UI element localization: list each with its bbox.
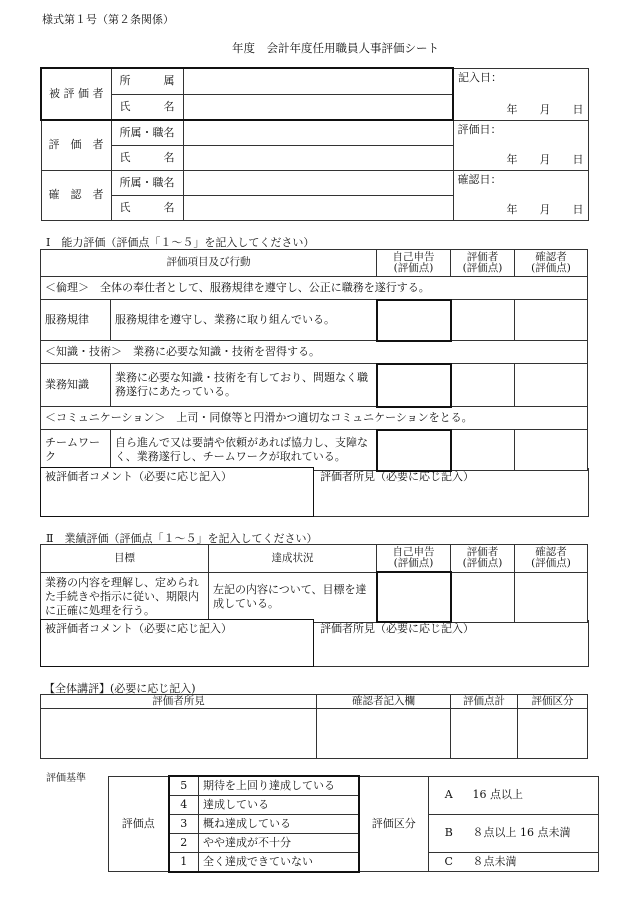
- performance-col-confirmer: 確認者: [535, 546, 567, 559]
- evaluator-dept-label: 所属・職名: [111, 120, 183, 145]
- ability-item-name: 服務規律: [41, 300, 111, 341]
- ability-self-score-3[interactable]: [377, 430, 451, 471]
- criteria-table: [108, 775, 599, 873]
- performance-goal: 業務の内容を理解し、定められた手続きや指示に従い、期限内に正確に処理を行う。: [41, 572, 209, 622]
- criteria-class-k: B: [429, 814, 469, 852]
- performance-evaluator-comment-label: 評価者所見（必要に応じ記入）: [320, 622, 474, 635]
- ability-col-items: 評価項目及び行動: [41, 250, 377, 277]
- overall-total-field[interactable]: [451, 709, 518, 759]
- criteria-score-n: 5: [169, 776, 199, 795]
- ability-self-score-1[interactable]: [377, 300, 451, 341]
- confirm-date-label: 確認日：: [457, 172, 502, 186]
- confirmer-label: 確 認 者: [41, 170, 111, 220]
- evaluator-label: 評 価 者: [41, 120, 111, 170]
- ability-col-self-sub: (評価点): [393, 262, 434, 275]
- eval-date-label: 評価日：: [457, 122, 502, 136]
- criteria-class-text: ８点未満: [469, 852, 599, 871]
- criteria-score-text: やや達成が不十分: [199, 833, 359, 852]
- performance-col-status: 達成状況: [209, 545, 377, 573]
- criteria-score-n: 4: [169, 795, 199, 814]
- ability-group-heading: ＜倫理＞ 全体の奉仕者として、服務規律を遵守し、公正に職務を遂行する。: [41, 277, 588, 300]
- ability-col-evaluator-sub: (評価点): [462, 262, 503, 275]
- criteria-score-n: 3: [169, 814, 199, 833]
- performance-col-self-sub: (評価点): [393, 557, 434, 570]
- eval-date-ymd: 年 月 日: [506, 152, 584, 166]
- entry-date-label: 記入日：: [458, 70, 502, 84]
- performance-table: [40, 544, 588, 623]
- ability-col-confirmer: 確認者: [535, 251, 567, 263]
- overall-col-class: 評価区分: [518, 695, 588, 709]
- criteria-score-n: 2: [169, 833, 199, 852]
- evaluator-name-label: 氏 名: [111, 145, 183, 170]
- ability-confirmer-score-2[interactable]: [515, 364, 588, 407]
- criteria-score-text: 期待を上回り達成している: [199, 776, 359, 795]
- eval-date-cell[interactable]: [453, 120, 588, 170]
- confirmer-dept-field[interactable]: [183, 170, 453, 195]
- criteria-class-label: 評価区分: [359, 776, 429, 872]
- performance-self-comment-label: 被評価者コメント（必要に応じ記入）: [45, 622, 232, 635]
- ability-item-name: 業務知識: [41, 364, 111, 407]
- criteria-score-label: 評価点: [109, 776, 169, 872]
- header-table: [40, 67, 589, 221]
- ability-item-name: チームワーク: [41, 430, 111, 471]
- performance-col-evaluator: 評価者: [466, 546, 499, 559]
- performance-evaluator-score[interactable]: [451, 572, 515, 622]
- evaluator-dept-field[interactable]: [183, 120, 453, 145]
- performance-col-confirmer-sub: (評価点): [531, 557, 571, 570]
- performance-col-evaluator-sub: (評価点): [462, 557, 503, 570]
- ability-self-comment-box[interactable]: [40, 467, 314, 517]
- criteria-class-text: 16 点以上: [469, 776, 599, 814]
- criteria-class-text: ８点以上 16 点未満: [469, 814, 599, 852]
- evaluator-name-field[interactable]: [183, 145, 453, 170]
- overall-table: [40, 694, 588, 759]
- evaluatee-dept-label: 所 属: [111, 68, 183, 94]
- overall-section-title: 【全体講評】(必要に応じ記入): [44, 682, 196, 695]
- performance-col-goal: 目標: [41, 545, 209, 573]
- overall-confirmer-field[interactable]: [317, 709, 451, 759]
- performance-self-comment-box[interactable]: [40, 619, 314, 667]
- performance-self-score[interactable]: [377, 572, 451, 622]
- entry-date-ymd: 年 月 日: [506, 102, 584, 116]
- ability-table: [40, 249, 588, 472]
- ability-evaluator-score-3[interactable]: [451, 430, 515, 471]
- overall-col-evaluator: 評価者所見: [41, 695, 317, 709]
- ability-self-score-2[interactable]: [377, 364, 451, 407]
- criteria-score-n: 1: [169, 852, 199, 871]
- overall-evaluator-field[interactable]: [41, 709, 317, 759]
- ability-group-heading: ＜知識・技術＞ 業務に必要な知識・技術を習得する。: [41, 341, 588, 364]
- ability-col-evaluator: 評価者: [466, 251, 499, 263]
- confirm-date-ymd: 年 月 日: [506, 202, 584, 216]
- evaluatee-label: 被 評 価 者: [41, 68, 111, 120]
- evaluatee-dept-field[interactable]: [183, 68, 453, 94]
- confirmer-name-label: 氏 名: [111, 195, 183, 220]
- form-number: 様式第１号（第２条関係）: [42, 13, 174, 26]
- page-title: 年度 会計年度任用職員人事評価シート: [232, 41, 439, 55]
- performance-col-self: 自己申告: [392, 546, 435, 558]
- confirmer-name-field[interactable]: [183, 195, 453, 220]
- ability-col-self: 自己申告: [392, 251, 435, 263]
- ability-evaluator-comment-label: 評価者所見（必要に応じ記入）: [320, 470, 474, 483]
- overall-class-field[interactable]: [518, 709, 588, 759]
- ability-confirmer-score-1[interactable]: [515, 300, 588, 341]
- entry-date-cell[interactable]: [453, 68, 588, 120]
- criteria-class-k: C: [429, 852, 469, 871]
- criteria-score-text: 概ね達成している: [199, 814, 359, 833]
- criteria-label: 評価基準: [46, 773, 86, 784]
- evaluatee-name-label: 氏 名: [111, 94, 183, 120]
- confirmer-dept-label: 所属・職名: [111, 170, 183, 195]
- ability-evaluator-score-2[interactable]: [451, 364, 515, 407]
- evaluatee-name-field[interactable]: [183, 94, 453, 120]
- overall-col-total: 評価点計: [451, 695, 518, 709]
- ability-evaluator-score-1[interactable]: [451, 300, 515, 341]
- performance-confirmer-score[interactable]: [515, 572, 588, 622]
- ability-section-title: Ⅰ 能力評価（評価点「１～５」を記入してください）: [46, 236, 315, 249]
- criteria-class-k: A: [429, 776, 469, 814]
- ability-confirmer-score-3[interactable]: [515, 430, 588, 471]
- ability-col-confirmer-sub: (評価点): [531, 262, 571, 275]
- criteria-score-text: 達成している: [199, 795, 359, 814]
- performance-section-title: Ⅱ 業績評価（評価点「１～５」を記入してください）: [46, 532, 318, 545]
- ability-self-comment-label: 被評価者コメント（必要に応じ記入）: [45, 470, 232, 483]
- confirm-date-cell[interactable]: [453, 170, 588, 220]
- ability-group-heading: ＜コミュニケーション＞ 上司・同僚等と円滑かつ適切なコミュニケーションをとる。: [41, 407, 588, 430]
- ability-item-desc: 服務規律を遵守し、業務に取り組んでいる。: [111, 300, 377, 341]
- ability-item-desc: 業務に必要な知識・技術を有しており、問題なく職務遂行にあたっている。: [111, 364, 377, 407]
- performance-status: 左記の内容について、目標を達成している。: [209, 572, 377, 622]
- overall-col-confirmer: 確認者記入欄: [317, 695, 451, 709]
- criteria-score-text: 全く達成できていない: [199, 852, 359, 871]
- ability-item-desc: 自ら進んで又は要請や依頼があれば協力し、支障なく、業務遂行し、チームワークが取れている。: [111, 430, 377, 471]
